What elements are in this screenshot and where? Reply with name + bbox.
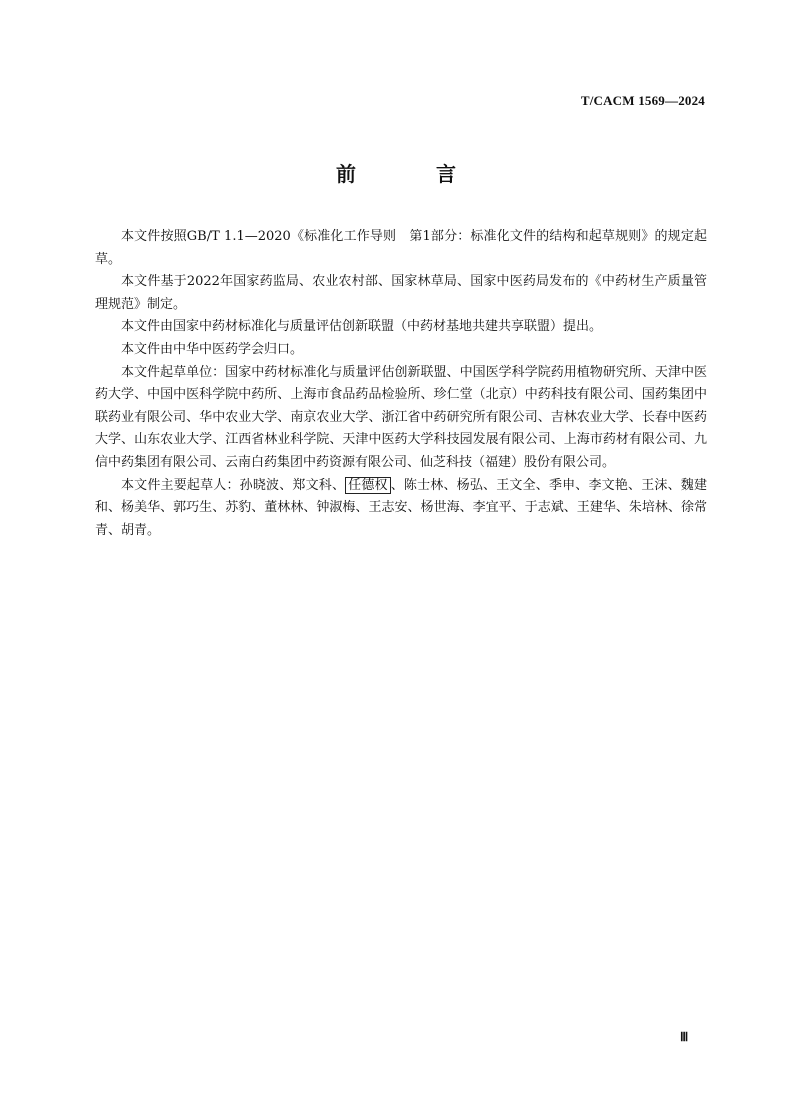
- paragraph-drafting-rules: 本文件按照GB/T 1.1—2020《标准化工作导则 第1部分：标准化文件的结构和起草规则》的规定起草。: [95, 229, 707, 267]
- standard-code: T/CACM 1569—2024: [580, 93, 705, 108]
- paragraph-administrator: 本文件由中华中医药学会归口。: [121, 341, 304, 357]
- boxed-drafter-name: 任德权: [345, 477, 391, 494]
- paragraph-drafters: [95, 475, 707, 543]
- page-title: 前 言: [336, 162, 486, 186]
- drafters-intro: 本文件主要起草人：孙晓波、郑文科、: [121, 477, 346, 493]
- paragraph-proposer: 本文件由国家中药材标准化与质量评估创新联盟（中药材基地共建共享联盟）提出。: [121, 319, 603, 335]
- page-number: Ⅲ: [680, 1030, 689, 1044]
- drafters-rest: 、陈士林、杨弘、王文全、季申、李文艳、王沫、魏建和、杨美华、郭巧生、苏豹、董林林、钟淑梅、王志安、杨世海、李宜平、于志斌、王建华、朱培林、徐常青、胡青。: [95, 477, 707, 538]
- paragraph-drafting-units: 本文件起草单位：国家中药材标准化与质量评估创新联盟、中国医学科学院药用植物研究所、天津中医药大学、中国中医科学院中药所、上海市食品药品检验所、珍仁堂（北京）中药科技有限公司、国药集团中联药业有限公司、华中农业大学、南京农业大学、浙江省中药研究所有限公司、吉林农业大学、长春中医药大学、山东农业大学、江西省林业科学院、天津中医药大学科技园发展有限公司、上海市药材有限公司、九信中药集团有限公司、云南白药集团中药资源有限公司、仙芝科技（福建）股份有限公司。: [95, 364, 707, 470]
- paragraph-basis: 本文件基于2022年国家药监局、农业农村部、国家林草局、国家中医药局发布的《中药材生产质量管理规范》制定。: [95, 274, 707, 312]
- foreword-body: [95, 226, 707, 542]
